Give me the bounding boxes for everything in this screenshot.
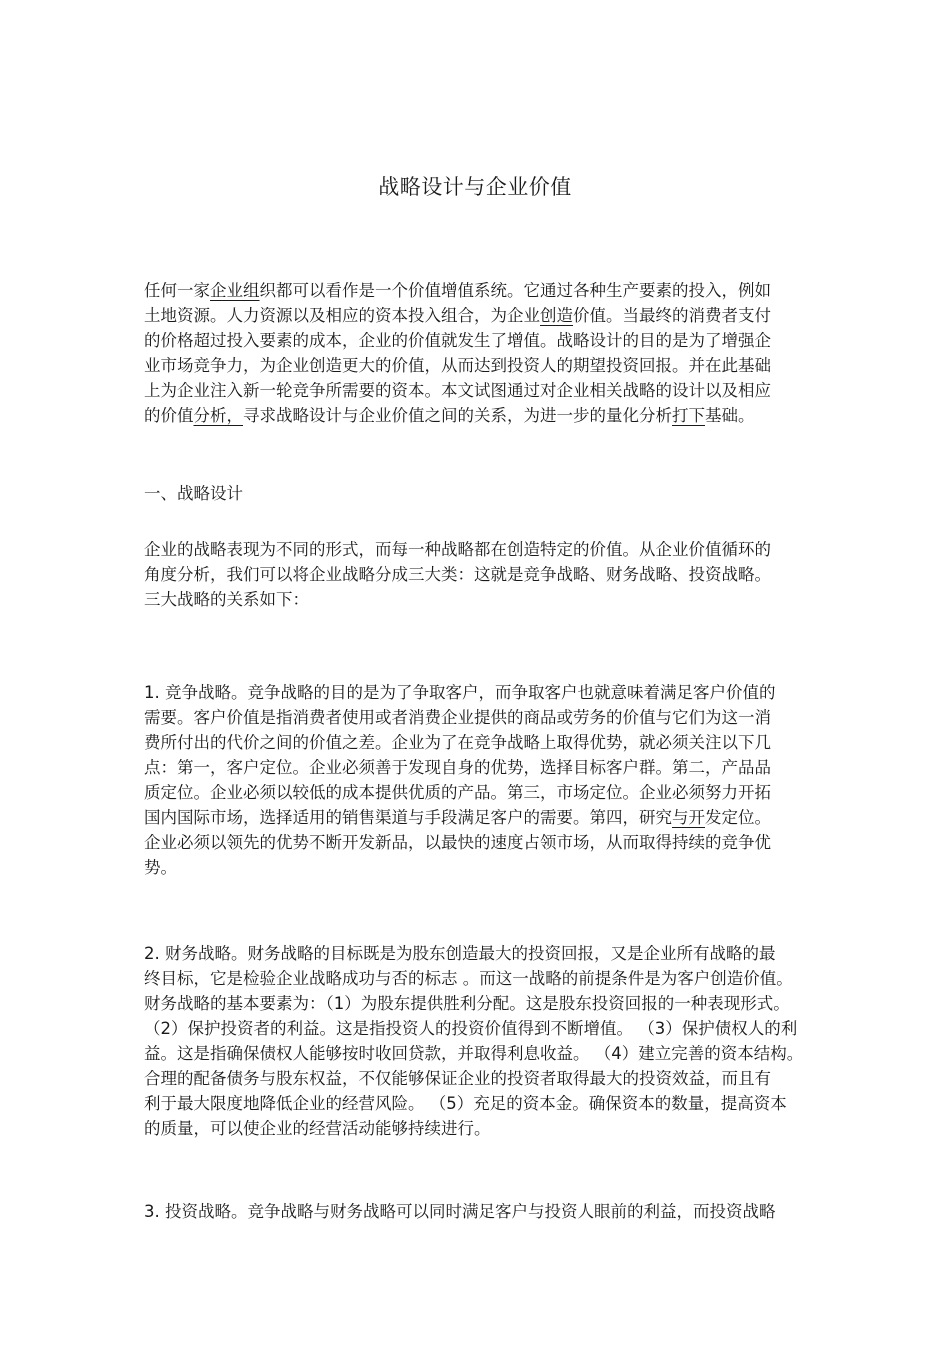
intro-paragraph [144,278,771,428]
paragraph-line: 势。 [144,858,177,877]
underlined-text: 企业组 [210,281,260,300]
competitive-strategy-paragraph [144,680,776,880]
paragraph-line: 点：第一，客户定位。企业必须善于发现自身的优势，选择目标客户群。第二，产品品 [144,758,771,777]
financial-strategy-paragraph [144,941,803,1141]
intro-line: 的价格超过投入要素的成本，企业的价值就发生了增值。战略设计的目的是为了增强企 [144,331,771,350]
section-intro-paragraph [144,537,771,612]
section-heading: 一、战略设计 [144,484,243,503]
intro-line [144,403,771,428]
paragraph-line: 企业的战略表现为不同的形式，而每一种战略都在创造特定的价值。从企业价值循环的 [144,540,771,559]
text-segment: 基础。 [705,406,755,425]
underlined-text: 分析， [193,406,243,425]
intro-line: 上为企业注入新一轮竞争所需要的资本。本文试图通过对企业相关战略的设计以及相应 [144,381,771,400]
text-segment: 国内国际市场，选择适用的销售渠道与手段满足客户的需要。第四，研究 [144,808,672,827]
paragraph-line: 质定位。企业必须以较低的成本提供优质的产品。第三，市场定位。企业必须努力开拓 [144,783,771,802]
paragraph-line: 三大战略的关系如下： [144,590,309,609]
text-segment: 价值。当最终的消费者支付 [573,306,771,325]
paragraph-line: 的质量，可以使企业的经营活动能够持续进行。 [144,1119,491,1138]
text-segment: 发定位。 [705,808,771,827]
intro-line: 业市场竞争力，为企业创造更大的价值，从而达到投资人的期望投资回报。并在此基础 [144,356,771,375]
intro-line [144,278,771,303]
paragraph-line: 需要。客户价值是指消费者使用或者消费企业提供的商品或劳务的价值与它们为这一消 [144,708,771,727]
paragraph-line: （2）保护投资者的利益。这是指投资人的投资价值得到不断增值。 （3）保护债权人的利 [144,1019,798,1038]
text-segment: 土地资源。人力资源以及相应的资本投入组合，为企业 [144,306,540,325]
intro-line [144,303,771,328]
text-segment: 任何一家 [144,281,210,300]
text-segment: 寻求战略设计与企业价值之间的关系，为进一步的量化分析 [243,406,672,425]
paragraph-line [144,805,776,830]
underlined-text: 打下 [672,406,705,425]
paragraph-line: 终目标，它是检验企业战略成功与否的标志 。而这一战略的前提条件是为客户创造价值。 [144,969,793,988]
document-title: 战略设计与企业价值 [378,175,572,199]
paragraph-line: 3. 投资战略。竞争战略与财务战略可以同时满足客户与投资人眼前的利益，而投资战略 [144,1202,776,1221]
paragraph-line: 合理的配备债务与股东权益，不仅能够保证企业的投资者取得最大的投资效益，而且有 [144,1069,771,1088]
investment-strategy-paragraph [144,1199,776,1224]
paragraph-line: 费所付出的代价之间的价值之差。企业为了在竞争战略上取得优势，就必须关注以下几 [144,733,771,752]
paragraph-line: 财务战略的基本要素为：（1）为股东提供胜利分配。这是股东投资回报的一种表现形式。 [144,994,790,1013]
paragraph-line: 1. 竞争战略。竞争战略的目的是为了争取客户，而争取客户也就意味着满足客户价值的 [144,683,776,702]
text-segment: 的价值 [144,406,194,425]
paragraph-line: 利于最大限度地降低企业的经营风险。 （5）充足的资本金。确保资本的数量，提高资本 [144,1094,787,1113]
paragraph-line: 2. 财务战略。财务战略的目标既是为股东创造最大的投资回报，又是企业所有战略的最 [144,944,776,963]
paragraph-line: 益。这是指确保债权人能够按时收回贷款，并取得利息收益。 （4）建立完善的资本结构。 [144,1044,804,1063]
underlined-text: 与开 [672,808,705,827]
paragraph-line: 角度分析，我们可以将企业战略分成三大类：这就是竞争战略、财务战略、投资战略。 [144,565,771,584]
paragraph-line: 企业必须以领先的优势不断开发新品，以最快的速度占领市场，从而取得持续的竞争优 [144,833,771,852]
text-segment: 织都可以看作是一个价值增值系统。它通过各种生产要素的投入，例如 [259,281,771,300]
underlined-text: 创造 [540,306,573,325]
